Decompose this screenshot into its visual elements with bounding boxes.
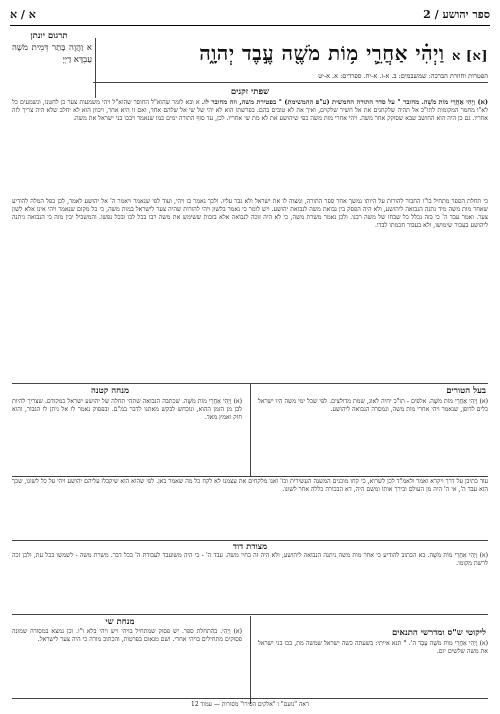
commentary-minchat: (א) וַיְהִי אַחֲרֵי מוֹת מֹשֶׁה. שכתבה הנבואה שתהי תחלה של יהושע ישראל כמקודם. שצריך להיות לבן מן הזמן ההוא, ונוכחש לבקש מאתנו לדבר במ"ם. ובפסוק נאמר לו אל ניתן לו הגבור, והוא חזק ואמץ מאד.: [12, 398, 242, 422]
commentary-shifte-head: (א) וַיְהִי אַחֲרֵי מוֹת מֹשֶׁה. מחובר ° על סדר התורה החמשית (ע"פ ההמשימת) ° בפטירת משה, וזה מחובר לו.: [201, 98, 488, 106]
verse-marker: [א] א: [451, 49, 488, 64]
book-title: ספר יהושע / 2: [423, 8, 490, 21]
divider-4: [12, 614, 488, 615]
commentary-minchat-shai: (א) וַיְהִי. בהתחלת ספר. יש פסוק שמתחיל בויהי ויש ויהי בלא ו"ו. וכן נמצא במסורה שמונה פסוקים מתחילים בויהי אחרי. ושם מנאום בפרטות, והכתוב מורה כי היה צער לישראל.: [12, 628, 242, 644]
targum-text: א וַהֲוָה בָּתַר דְּמִית מֹשֶׁה עַבְדָּא דַיְיָ: [12, 43, 92, 65]
page-footer: ראה "נועם" ו "אלקים הסירו" מסורות — עמוד 12: [12, 698, 488, 708]
verse-words: וַיְהִ֗י אַחֲרֵ֛י מ֥וֹת מֹשֶׁ֖ה עֶ֣בֶד יְהוָ֑ה: [199, 41, 445, 65]
commentary-metzudat: (א) וַיְהִי אַחֲרֵי מוֹת מֹשֶׁה. בא הכתוב להודיע כי אחר מות משה ניתנה הנבואה ליהושע, ולא היה זה בחיי משה. עבד ה' - כי היה משועבד לעבודת ה' בכל דבר. משרת משה - לשמשו בכל עת, ולכן זכה לרשת מקומו.: [12, 552, 488, 568]
divider-2: [12, 476, 488, 477]
commentary-shifte-body: א ובא לומר שהוא"ל החוסר שהוא"ל ויהי משמעות צער כן לחטנו, ונשמעים כל לא"ו מחמר המקומות לתו"כ אל תהיה שלקחנים את אל חשיר שלקוים, ואיך את לא טובים בהם. בפרשתו הוא לא יהי של שי אל שלהם אחד, ואם זו היא אחר, ויכוון הוא לא יחלב שלא היה צריך לזה אחריו. גם כן היה הוא החושב שבא שסוקק אחר משה. ויהי אחרי מות משה כפי שיהושע את לא מת שי אחריו. לכן, עד סוף התורה ימים כמו שנאמר ויבכו בני ישראל את משה.: [12, 99, 488, 123]
page-header: [10, 8, 490, 22]
section-title-likutei: ליקוטי ש"ס ומדרשי התנאים: [391, 628, 486, 638]
column-divider-1: [250, 384, 251, 476]
section-title-minchat: מנחה קטנה: [90, 386, 130, 396]
verse-text: [98, 40, 488, 70]
header-rule: [10, 25, 490, 26]
targum-label: תרגום יונתן: [30, 31, 68, 41]
commentary-shifte: [12, 98, 488, 198]
commentary-baal: (א) וַיְהִי אַחֲרֵי מוֹת מֹשֶׁה. אלפים - תו"כ יחיה לאוג, שמת מדולצים. לפי שכל ימי משה היו ישראל כלים לדופן, שנאמר ויהי אחרי מות משה, ונמסרה הנבואה ליהושע.: [258, 398, 488, 414]
section-title-shifte: שפתי זקנים: [230, 87, 270, 97]
section-title-baal: בעל הטורים: [446, 386, 486, 396]
section-title-minchat-shai: מנחת שי: [105, 617, 135, 627]
haftarah-sources: הפטרות וחוזרת הברכה: שמשבמים: ב. א-ז. א-יח. ספרדים: א. א-יט: [93, 72, 488, 83]
targum-divider: [95, 38, 96, 98]
commentary-shifte-continued: כי תחלת הספר מתחיל בו"ו החבור להורות על היותו נמשך אחר ספר התורה, ומצוה לו את ישראל ולא גבר עליו. ולכך נאמר בו ויהי, ועוד לפי שנאמר ויאמר ה' אל יהושע לאמר, לכן כפל המלה להודיע שאחר מות משה מיד נתנה הנבואה ליהושע, ולא היה הפסק בין נבואת משה לנבואת יהושע. ויש לומר כי נאמר בלשון ויהי להורות שהיה צער לישראל במות משה, כי כל מקום שנאמר ויהי אינו אלא לשון צער. ואמר עבד ה' כי בזה נכלל כל שבחו של משה רבנו. ולכן נאמר משרת משה, כי לא היה זוכה לנבואה אלא בזכות ששימש את משה רבו בכל לבו ובכל נפשו. והמשכיל יבין מזה כי הנבואה ניתנה ליהושע בעבור שימושו, ולא בעבור חכמתו לבדו.: [12, 198, 488, 230]
section-title-metzudat: מצודת דוד: [232, 542, 268, 552]
chapter-marker: א / א: [10, 8, 36, 21]
column-divider-2: [250, 616, 251, 704]
commentary-likutei: (א) וַיְהִי אַחֲרֵי מוֹת מֹשֶׁה עֶבֶד ה'. ° תנא אייתי: בשעתה כשה ישראל שמשה מת, בכו בני ישראל את משה שלשים יום.: [258, 640, 488, 656]
commentary-continued: עוד כתיבן על דרך ויקרא ואמר ולאמ"ד לכן לשרוא, כי קחו מוכנים המשנה העשירית וכו' ואנו מלקחים את עצמנו לא לקח כל מה שאמר כאן. לפי שהוא הוא שיקבלו עליהם יהושע ויהי על כל לשונו, שכך הוא עבד ה', אי ה' היה מן העולם ובירך אותו ומשם היה, דא הבכורה כללה אחר לשונו.: [12, 478, 488, 494]
